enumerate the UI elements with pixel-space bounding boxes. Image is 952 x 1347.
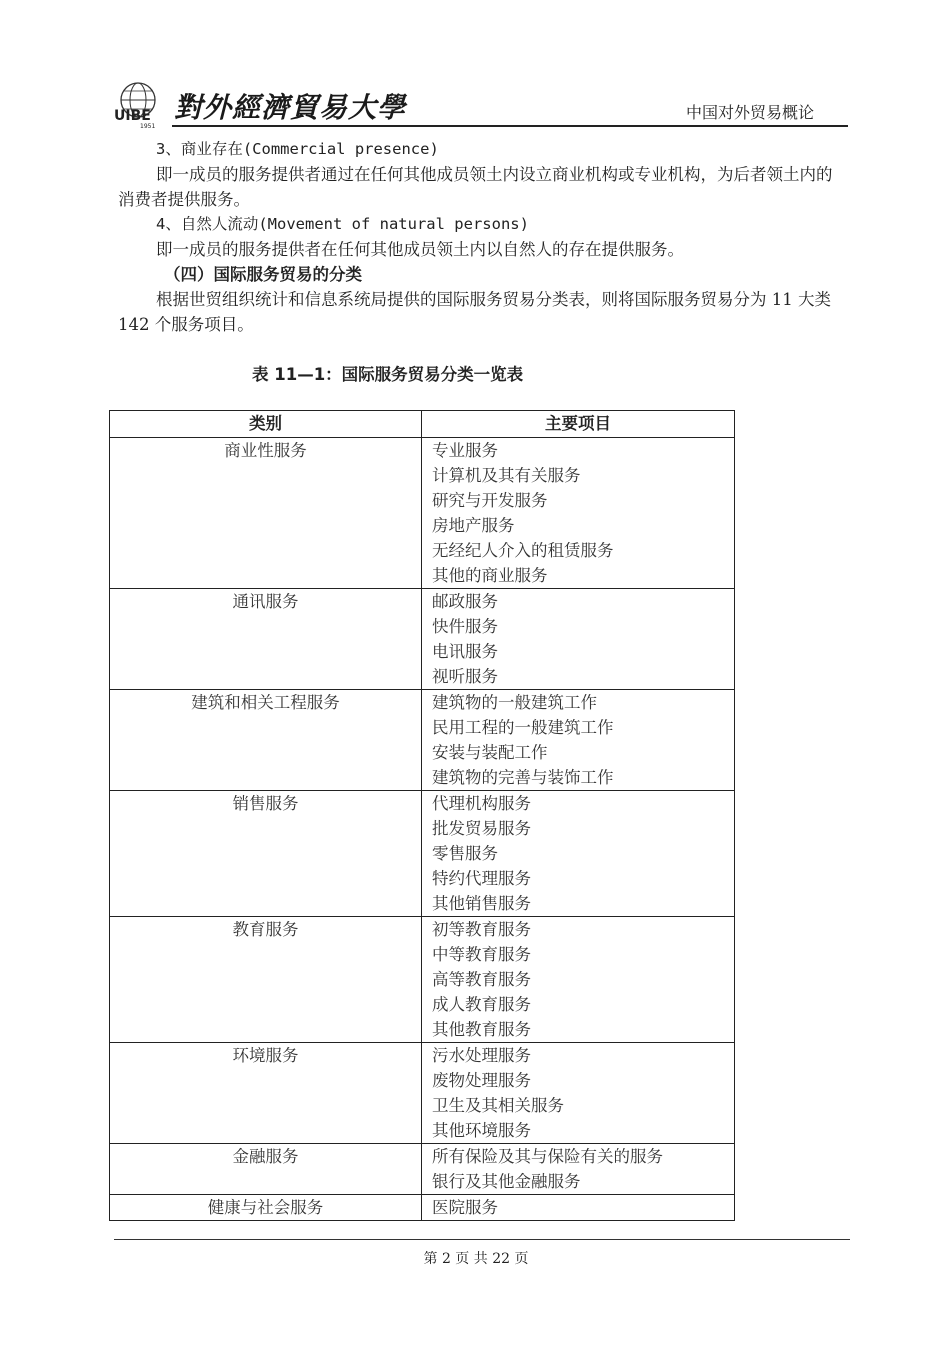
items-cell bbox=[422, 438, 735, 589]
service-item: 批发贸易服务 bbox=[432, 819, 531, 838]
category-cell: 销售服务 bbox=[110, 791, 422, 917]
table-row bbox=[110, 1043, 735, 1144]
service-item: 初等教育服务 bbox=[432, 920, 531, 939]
service-classification-table bbox=[109, 410, 735, 1221]
paragraph: 根据世贸组织统计和信息系统局提供的国际服务贸易分类表，则将国际服务贸易分为 11 大类 142 个服务项目。 bbox=[118, 290, 831, 334]
items-cell bbox=[422, 589, 735, 690]
university-name: 對外經濟貿易大學 bbox=[174, 91, 407, 124]
items-cell bbox=[422, 1195, 735, 1221]
service-item: 研究与开发服务 bbox=[432, 491, 548, 510]
paragraph: 即一成员的服务提供者通过在任何其他成员领土内设立商业机构或专业机构，为后者领土内的消费者提供服务。 bbox=[118, 165, 833, 209]
service-item: 其他教育服务 bbox=[432, 1020, 531, 1039]
service-item: 其他销售服务 bbox=[432, 894, 531, 913]
table-header-row bbox=[110, 411, 735, 438]
service-item: 安装与装配工作 bbox=[432, 743, 548, 762]
service-item: 特约代理服务 bbox=[432, 869, 531, 888]
page-number: 第 2 页 共 22 页 bbox=[423, 1251, 529, 1267]
course-title: 中国对外贸易概论 bbox=[685, 103, 814, 122]
service-item: 中等教育服务 bbox=[432, 945, 531, 964]
table-row bbox=[110, 791, 735, 917]
service-item: 无经纪人介入的租赁服务 bbox=[432, 541, 614, 560]
category-cell: 建筑和相关工程服务 bbox=[110, 690, 422, 791]
table-row bbox=[110, 1144, 735, 1195]
service-item: 民用工程的一般建筑工作 bbox=[432, 718, 614, 737]
table-row bbox=[110, 690, 735, 791]
document-body bbox=[118, 137, 848, 387]
category-cell: 金融服务 bbox=[110, 1144, 422, 1195]
service-item: 建筑物的一般建筑工作 bbox=[432, 693, 597, 712]
table-row bbox=[110, 1195, 735, 1221]
category-cell: 健康与社会服务 bbox=[110, 1195, 422, 1221]
service-item: 医院服务 bbox=[432, 1198, 498, 1217]
table-caption: 表 11—1：国际服务贸易分类一览表 bbox=[252, 365, 524, 384]
service-item: 快件服务 bbox=[432, 617, 498, 636]
items-cell bbox=[422, 791, 735, 917]
service-item: 电讯服务 bbox=[432, 642, 498, 661]
items-cell bbox=[422, 690, 735, 791]
header-divider bbox=[172, 125, 848, 127]
service-item: 代理机构服务 bbox=[432, 794, 531, 813]
column-header: 主要项目 bbox=[422, 411, 735, 438]
service-item: 银行及其他金融服务 bbox=[432, 1172, 581, 1191]
items-cell bbox=[422, 917, 735, 1043]
category-cell: 环境服务 bbox=[110, 1043, 422, 1144]
logo-year: 1951 bbox=[140, 123, 156, 130]
page-header bbox=[112, 78, 848, 130]
section-heading: （四）国际服务贸易的分类 bbox=[164, 265, 362, 284]
service-item: 计算机及其有关服务 bbox=[432, 466, 581, 485]
service-item: 卫生及其相关服务 bbox=[432, 1096, 564, 1115]
service-item: 房地产服务 bbox=[432, 516, 515, 535]
category-cell: 商业性服务 bbox=[110, 438, 422, 589]
service-item: 专业服务 bbox=[432, 441, 498, 460]
category-cell: 教育服务 bbox=[110, 917, 422, 1043]
service-item: 所有保险及其与保险有关的服务 bbox=[432, 1147, 663, 1166]
service-item: 视听服务 bbox=[432, 667, 498, 686]
service-item: 成人教育服务 bbox=[432, 995, 531, 1014]
logo-text: UIBE bbox=[114, 108, 151, 124]
service-item: 建筑物的完善与装饰工作 bbox=[432, 768, 614, 787]
category-cell: 通讯服务 bbox=[110, 589, 422, 690]
table-row bbox=[110, 917, 735, 1043]
service-item: 废物处理服务 bbox=[432, 1071, 531, 1090]
service-item: 污水处理服务 bbox=[432, 1046, 531, 1065]
footer-divider bbox=[114, 1239, 850, 1240]
service-item: 邮政服务 bbox=[432, 592, 498, 611]
column-header: 类别 bbox=[110, 411, 422, 438]
service-item: 高等教育服务 bbox=[432, 970, 531, 989]
paragraph: 4、自然人流动(Movement of natural persons) bbox=[156, 215, 529, 233]
paragraph: 即一成员的服务提供者在任何其他成员领土内以自然人的存在提供服务。 bbox=[156, 240, 684, 259]
service-item: 零售服务 bbox=[432, 844, 498, 863]
service-item: 其他的商业服务 bbox=[432, 566, 548, 585]
table-row bbox=[110, 438, 735, 589]
items-cell bbox=[422, 1043, 735, 1144]
table-row bbox=[110, 589, 735, 690]
university-logo bbox=[112, 78, 170, 130]
paragraph: 3、商业存在(Commercial presence) bbox=[156, 140, 439, 158]
service-item: 其他环境服务 bbox=[432, 1121, 531, 1140]
items-cell bbox=[422, 1144, 735, 1195]
